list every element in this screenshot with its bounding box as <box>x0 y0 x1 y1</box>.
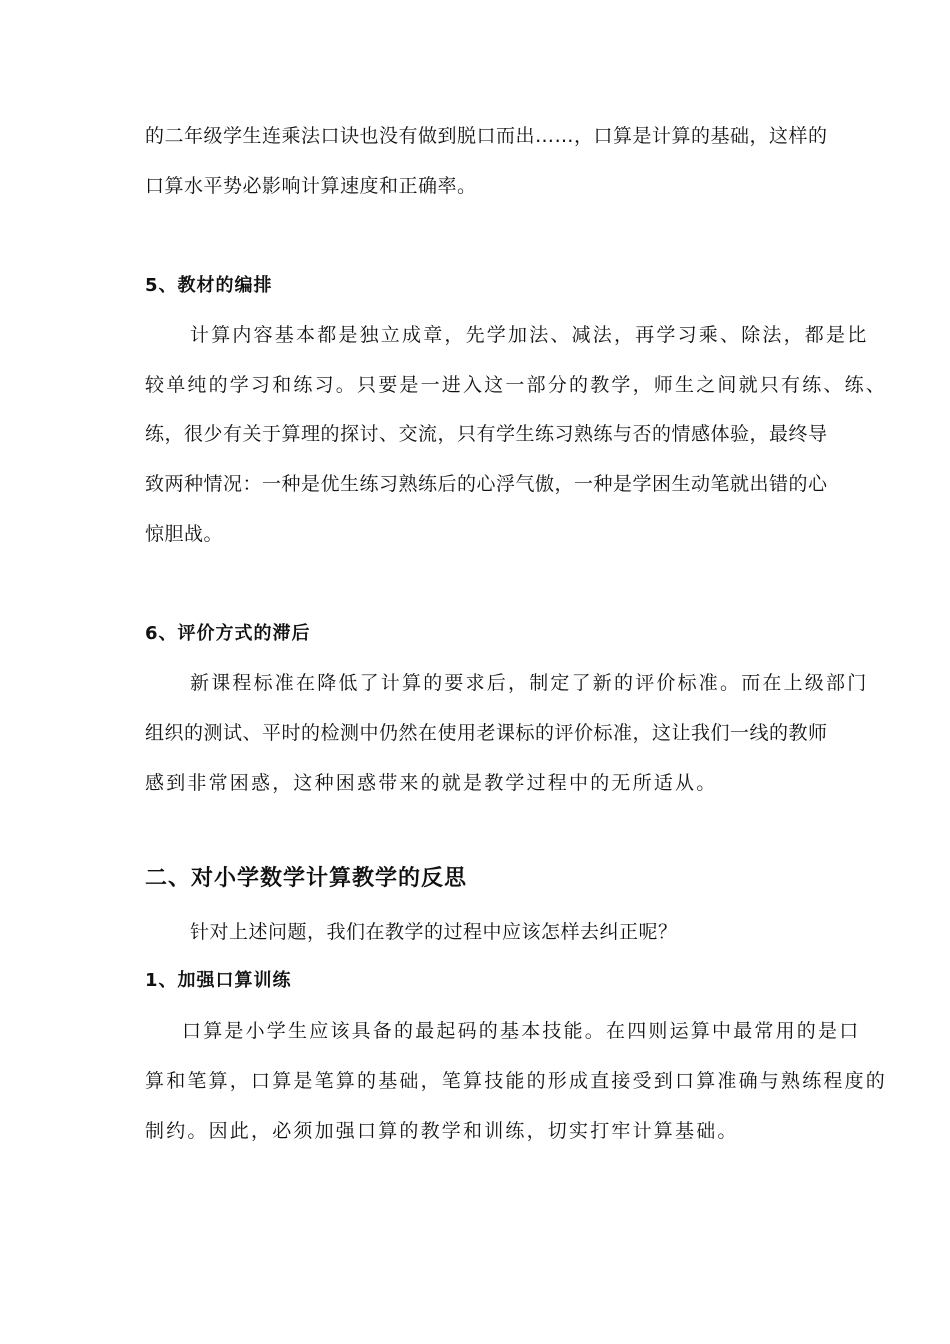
intro-line-2: 口算水平势必影响计算速度和正确率。 <box>145 175 477 197</box>
section-6-heading: 6、评价方式的滞后 <box>145 623 311 644</box>
subsection-1-line-2: 算和笔算，口算是笔算的基础，笔算技能的形成直接受到口算准确与熟练程度的 <box>145 1070 888 1092</box>
section-5-line-5: 惊胆战。 <box>145 523 224 545</box>
section-5-line-4: 致两种情况：一种是优生练习熟练后的心浮气傲，一种是学困生动笔就出错的心 <box>145 473 828 495</box>
part-2-heading: 二、对小学数学计算教学的反思 <box>145 866 468 891</box>
subsection-1-heading: 1、加强口算训练 <box>145 970 292 991</box>
section-6-line-2: 组织的测试、平时的检测中仍然在使用老课标的评价标准，这让我们一线的教师 <box>145 722 828 744</box>
part-2-intro: 针对上述问题，我们在教学的过程中应该怎样去纠正呢？ <box>190 921 678 943</box>
section-6-line-1: 新课程标准在降低了计算的要求后，制定了新的评价标准。而在上级部门 <box>190 672 869 694</box>
section-5-line-3: 练，很少有关于算理的探讨、交流，只有学生练习熟练与否的情感体验，最终导 <box>145 423 828 445</box>
section-5-heading: 5、教材的编排 <box>145 275 273 296</box>
subsection-1-line-1: 口算是小学生应该具备的最起码的基本技能。在四则运算中最常用的是口 <box>182 1020 861 1042</box>
intro-line-1: 的二年级学生连乘法口诀也没有做到脱口而出……，口算是计算的基础，这样的 <box>145 125 828 147</box>
section-6-line-3: 感到非常困惑，这种困惑带来的就是教学过程中的无所适从。 <box>145 772 718 794</box>
section-5-line-2: 较单纯的学习和练习。只要是一进入这一部分的教学，师生之间就只有练、练、 <box>145 374 888 396</box>
section-5-line-1: 计算内容基本都是独立成章，先学加法、减法，再学习乘、除法，都是比 <box>190 324 869 346</box>
subsection-1-line-3: 制约。因此，必须加强口算的教学和训练，切实打牢计算基础。 <box>145 1120 739 1142</box>
